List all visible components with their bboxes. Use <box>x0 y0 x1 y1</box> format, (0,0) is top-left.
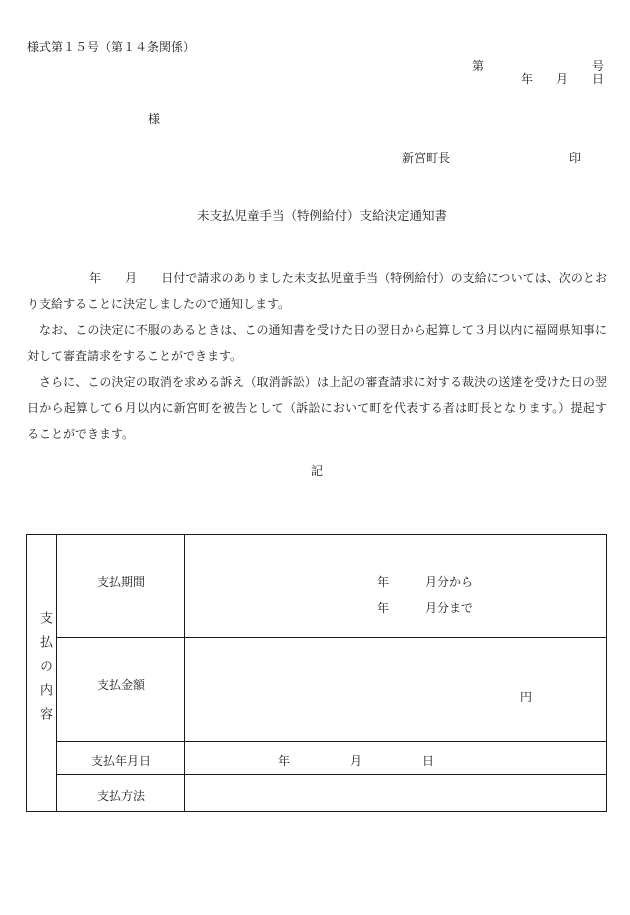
method-label-cell <box>57 775 185 812</box>
period-from-year: 年 <box>377 575 390 589</box>
ki-label: 記 <box>311 464 324 478</box>
section-label: 支払の内容 <box>37 611 52 731</box>
recipient-honorific: 様 <box>148 112 161 126</box>
period-label: 支払期間 <box>97 575 146 589</box>
section-label-cell <box>27 535 57 812</box>
p1-text: 日付で請求のありました未支払児童手当（特例給付）の支給については、次のとおり支給することに決定しましたので通知します。 <box>27 271 607 311</box>
form-number: 様式第１５号（第１４条関係） <box>27 40 196 54</box>
period-value-cell <box>185 535 607 638</box>
body-text <box>27 265 607 447</box>
payment-date-label: 支払年月日 <box>91 754 152 768</box>
period-to-year: 年 <box>377 601 390 615</box>
date-value-cell <box>185 742 607 775</box>
seal-mark: 印 <box>569 151 582 165</box>
paragraph-1 <box>27 265 607 317</box>
amount-label: 支払金額 <box>97 678 146 692</box>
method-label: 支払方法 <box>97 789 146 803</box>
payment-date-year: 年 <box>278 754 291 768</box>
date-day-label: 日 <box>592 72 605 86</box>
date-label-cell <box>57 742 185 775</box>
amount-value-cell <box>185 638 607 742</box>
payment-date-month: 月 <box>350 754 363 768</box>
method-value-cell <box>185 775 607 812</box>
row-date <box>27 742 607 775</box>
p1-year: 年 <box>89 271 102 285</box>
paragraph-3: さらに、この決定の取消を求める訴え（取消訴訟）は上記の審査請求に対する裁決の送達を受けた日の翌日から起算して６月以内に新宮町を被告として（訴訟において町を代表する者は町長となります。）提起することができます。 <box>27 375 607 441</box>
p1-month: 月 <box>125 271 138 285</box>
amount-unit: 円 <box>520 690 533 704</box>
doc-number-prefix: 第 <box>472 59 485 73</box>
date-month-label: 月 <box>556 72 569 86</box>
doc-number-suffix: 号 <box>592 59 605 73</box>
row-method <box>27 775 607 812</box>
sender-title: 新宮町長 <box>402 151 451 165</box>
payment-date-day: 日 <box>422 754 435 768</box>
row-amount <box>27 638 607 742</box>
document-title: 未支払児童手当（特例給付）支給決定通知書 <box>197 208 448 223</box>
payment-details-table <box>26 534 607 812</box>
paragraph-2: なお、この決定に不服のあるときは、この通知書を受けた日の翌日から起算して３月以内に福岡県知事に対して審査請求をすることができます。 <box>27 323 607 363</box>
amount-label-cell <box>57 638 185 742</box>
period-label-cell <box>57 535 185 638</box>
period-to-month: 月分まで <box>425 601 474 615</box>
row-period <box>27 535 607 638</box>
period-from-month: 月分から <box>425 575 474 589</box>
date-year-label: 年 <box>521 72 534 86</box>
